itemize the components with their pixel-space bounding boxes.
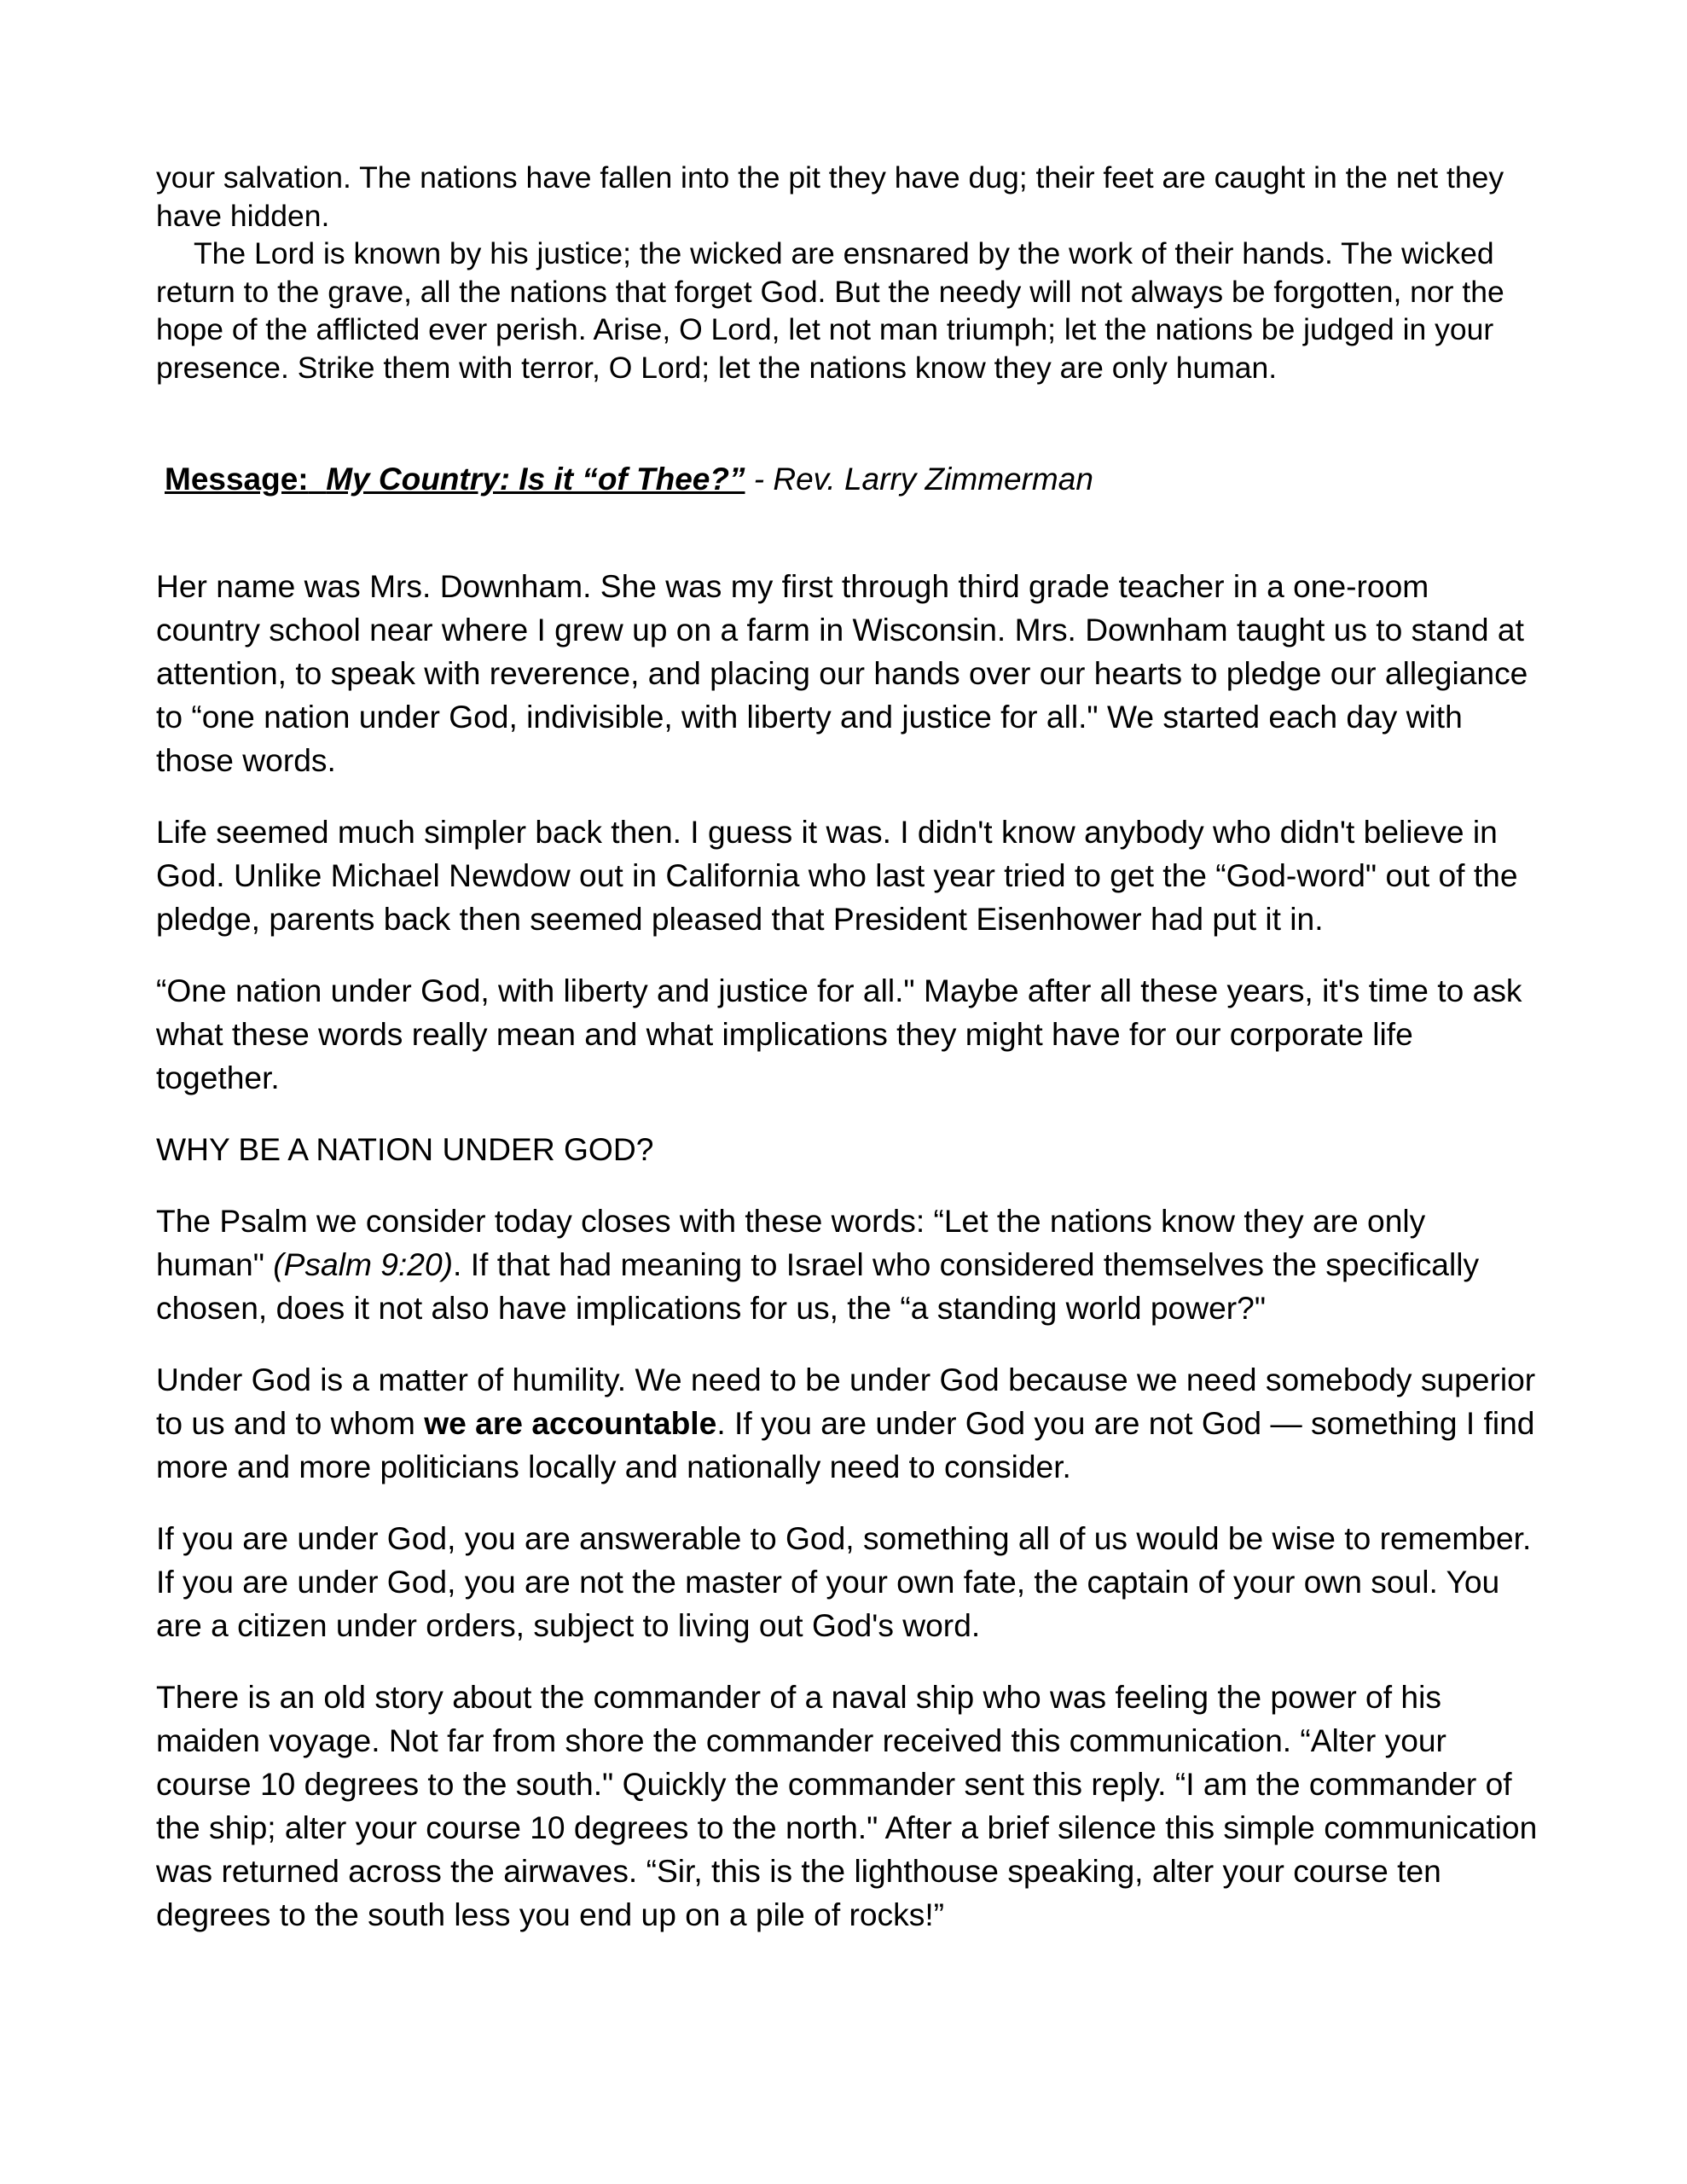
body-paragraph: Her name was Mrs. Downham. She was my first through third grade teacher in a one-room country school near where I grew up on a farm in Wisconsin. Mrs. Downham taught us to stand at attention, to speak with reverence, and placing our hands over our hearts to pledge our allegiance to “one nation under God, indivisible, with liberty and justice for all." We started each day with those words. [156,568,1528,778]
message-byline: - Rev. Larry Zimmerman [745,462,1093,497]
sermon-body [156,565,1538,1965]
emphasis-text: we are accountable [424,1405,717,1441]
message-title: My Country: Is it “of Thee?” [326,462,745,497]
message-label: Message: [165,462,309,497]
message-heading [156,459,1538,500]
body-paragraph: Life seemed much simpler back then. I guess it was. I didn't know anybody who didn't believe in God. Unlike Michael Newdow out in California who last year tried to get the “God-word" out of the pledge, parents back then seemed pleased that President Eisenhower had put it in. [156,814,1518,937]
psalm-paragraph: your salvation. The nations have fallen into the pit they have dug; their feet are caught in the net they have hidden. [156,160,1504,233]
body-paragraph [156,1358,1538,1489]
message-title-block [156,462,745,497]
body-paragraph: If you are under God, you are answerable to God, something all of us would be wise to remember. If you are under God, you are not the master of your own fate, the captain of your own soul. You are a citizen under orders, subject to living out God's word. [156,1520,1532,1643]
text-run: The Psalm we consider today closes with these words: “Let the nations know they are only human" [156,1203,1426,1282]
scripture-reference: (Psalm 9:20) [273,1246,454,1282]
body-paragraph [156,1199,1538,1330]
text-run: . If that had meaning to Israel who considered themselves the specifically chosen, does it not also have implications for us, the “a standing world power?" [156,1246,1480,1326]
text-run: Under God is a matter of humility. We need to be under God because we need somebody superior to us and to whom [156,1362,1536,1441]
text-run: . If you are under God you are not God — something I find more and more politicians locally and nationally need to consider. [156,1405,1535,1484]
section-heading: WHY BE A NATION UNDER GOD? [156,1131,654,1167]
psalm-paragraph: The Lord is known by his justice; the wicked are ensnared by the work of their hands. The wicked return to the grave, all the nations that forget God. But the needy will not always be forgotten, nor the hope of the afflicted ever perish. Arise, O Lord, let not man triumph; let the nations be judged in your presence. Strike them with terror, O Lord; let the nations know they are only human. [156,236,1504,385]
body-paragraph: There is an old story about the commander of a naval ship who was feeling the power of his maiden voyage. Not far from shore the commander received this communication. “Alter your course 10 degrees to the south." Quickly the commander sent this reply. “I am the commander of the ship; alter your course 10 degrees to the north." After a brief silence this simple communication was returned across the airwaves. “Sir, this is the lighthouse speaking, alter your course ten degrees to the south less you end up on a pile of rocks!” [156,1679,1538,1932]
body-paragraph: “One nation under God, with liberty and justice for all." Maybe after all these years, it's time to ask what these words really mean and what implications they might have for our corporate life together. [156,973,1522,1095]
psalm-reading [156,159,1538,386]
